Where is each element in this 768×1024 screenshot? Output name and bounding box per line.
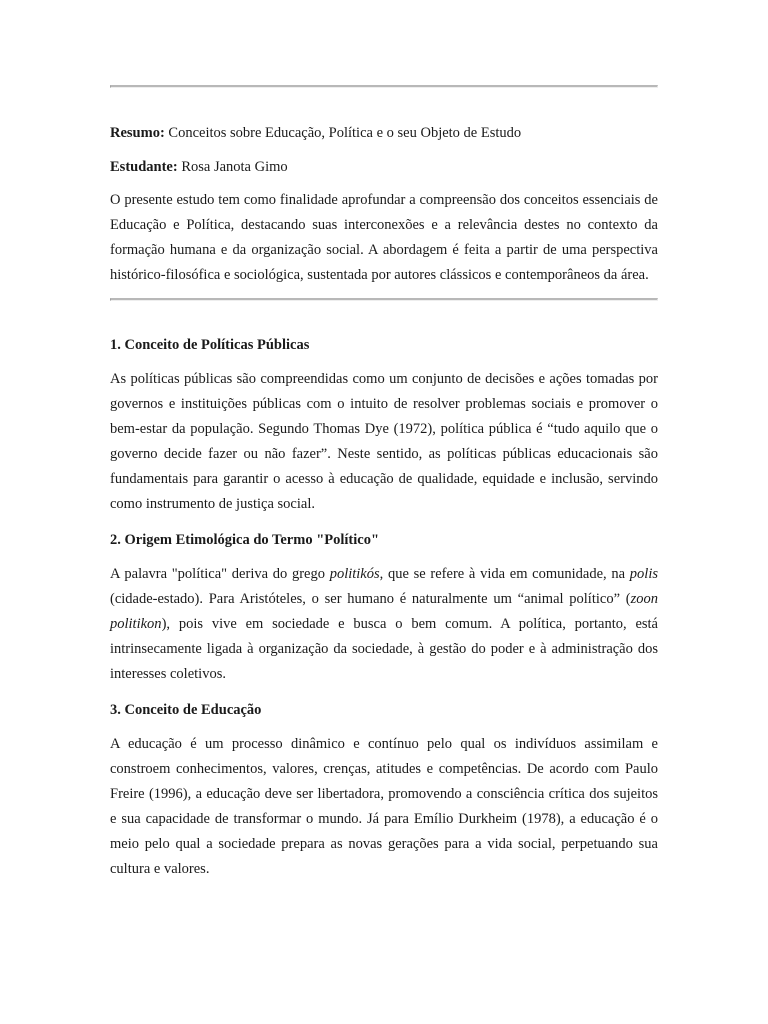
paragraph-text: A palavra "política" deriva do grego <box>110 566 330 582</box>
emphasis-zoon-politikon: zoon politikon <box>110 591 658 632</box>
abstract-paragraph: O presente estudo tem como finalidade aprofundar a compreensão dos conceitos essenciais de Educação e Política, destacando suas interconexões e a relevância destes no contexto da formação humana e da organização social. A abordagem é feita a partir de uma perspectiva histórico-filosófica e sociológica, sustentada por autores clássicos e contemporâneos da área. <box>110 192 658 283</box>
summary-title-line <box>110 123 658 143</box>
paragraph-text: ), pois vive em sociedade e busca o bem comum. A política, portanto, está intrinsecamente ligada à organização da sociedade, à gestão do poder e à administração dos interesses coletivos. <box>110 616 658 682</box>
estudante-text: Rosa Janota Gimo <box>177 159 288 175</box>
estudante-label: Estudante: <box>110 159 178 175</box>
section-heading-educacao: 3. Conceito de Educação <box>110 702 262 718</box>
resumo-text: Conceitos sobre Educação, Política e o seu Objeto de Estudo <box>164 125 522 141</box>
paragraph-text: (cidade-estado). Para Aristóteles, o ser humano é naturalmente um “animal político” ( <box>110 591 631 607</box>
document-page <box>110 0 658 882</box>
top-divider <box>110 85 658 88</box>
student-line <box>110 157 658 177</box>
emphasis-polis: polis <box>629 566 658 582</box>
section-paragraph-politicas-publicas: As políticas públicas são compreendidas como um conjunto de decisões e ações tomadas por governos e instituições públicas com o intuito de resolver problemas sociais e promover o bem-estar da população. Segundo Thomas Dye (1972), política pública é “tudo aquilo que o governo decide fazer ou não fazer”. Neste sentido, as políticas públicas educacionais são fundamentais para garantir o acesso à educação de qualidade, equidade e inclusão, servindo como instrumento de justiça social. <box>110 371 658 512</box>
paragraph-text: , que se refere à vida em comunidade, na <box>379 566 630 582</box>
section-paragraph-educacao: A educação é um processo dinâmico e contínuo pelo qual os indivíduos assimilam e constroem conhecimentos, valores, crenças, atitudes e competências. De acordo com Paulo Freire (1996), a educação deve ser libertadora, promovendo a consciência crítica dos sujeitos e sua capacidade de transformar o mundo. Já para Emílio Durkheim (1978), a educação é o meio pelo qual a sociedade prepara as novas gerações para a vida social, perpetuando sua cultura e valores. <box>110 736 658 877</box>
resumo-label: Resumo: <box>110 125 165 141</box>
section-heading-politicas-publicas: 1. Conceito de Políticas Públicas <box>110 337 310 353</box>
section-paragraph-origem-etimologica <box>110 562 658 687</box>
emphasis-politikos: politikós <box>329 566 380 582</box>
section-heading-origem-etimologica: 2. Origem Etimológica do Termo "Político" <box>110 532 380 548</box>
section-divider <box>110 298 658 301</box>
